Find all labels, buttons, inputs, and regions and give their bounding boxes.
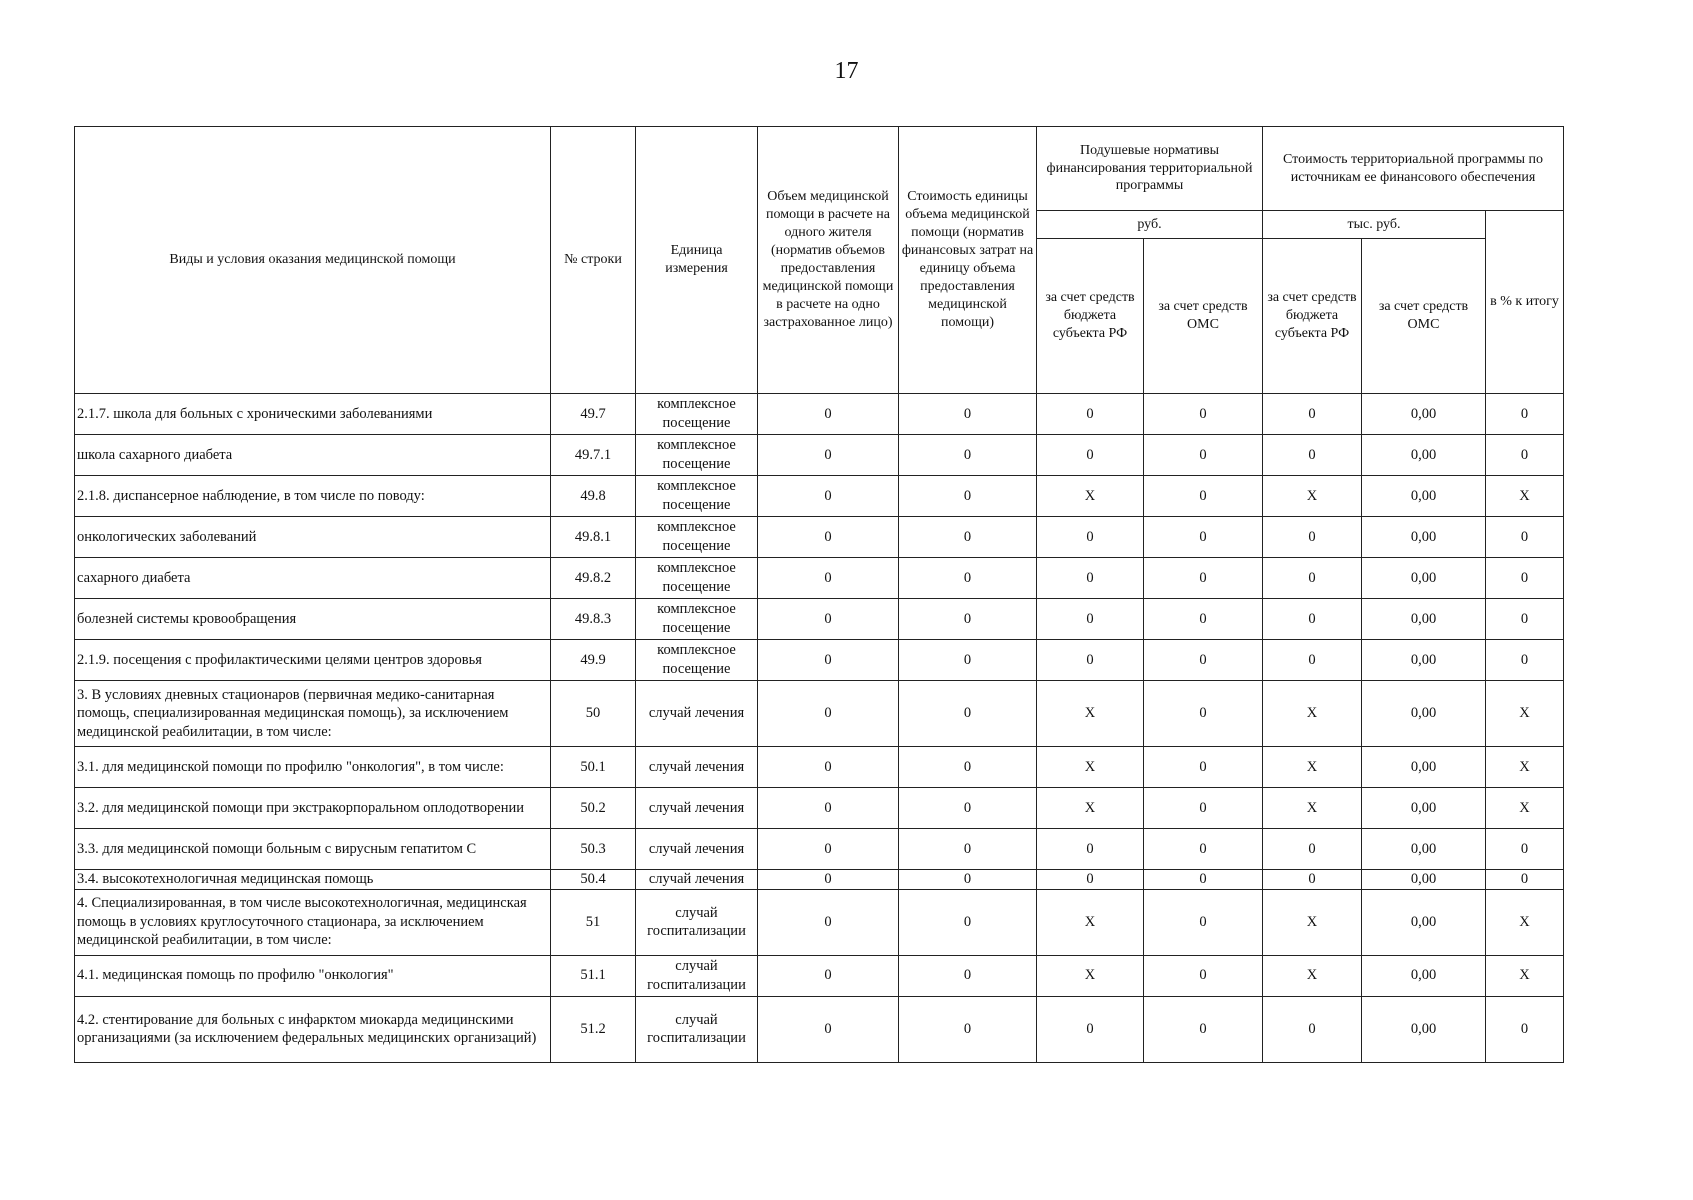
row-per-capita-budget: 0 bbox=[1037, 640, 1144, 681]
row-per-capita-budget: X bbox=[1037, 747, 1144, 788]
row-number: 50.2 bbox=[551, 788, 636, 829]
row-program-oms: 0,00 bbox=[1362, 889, 1486, 955]
financing-table bbox=[74, 126, 1564, 1063]
row-program-budget: 0 bbox=[1263, 996, 1362, 1062]
row-program-budget: X bbox=[1263, 681, 1362, 747]
header-volume: Объем медицинской помощи в расчете на одного жителя (норматив объемов предоставления медицинской помощи в расчете на одно застрахованное лицо) bbox=[758, 127, 899, 394]
row-per-capita-budget: X bbox=[1037, 889, 1144, 955]
row-number: 51 bbox=[551, 889, 636, 955]
row-percent: 0 bbox=[1486, 435, 1564, 476]
row-unit: комплексное посещение bbox=[636, 517, 758, 558]
table-row bbox=[75, 640, 1564, 681]
header-percent: в % к итогу bbox=[1486, 211, 1564, 394]
row-name: 3.3. для медицинской помощи больным с вирусным гепатитом С bbox=[75, 829, 551, 870]
header-oms: за счет средств ОМС bbox=[1144, 239, 1263, 394]
row-per-capita-oms: 0 bbox=[1144, 476, 1263, 517]
row-unit: случай госпитализации bbox=[636, 955, 758, 996]
row-program-oms: 0,00 bbox=[1362, 788, 1486, 829]
row-per-capita-budget: 0 bbox=[1037, 558, 1144, 599]
row-program-budget: X bbox=[1263, 747, 1362, 788]
row-volume: 0 bbox=[758, 747, 899, 788]
row-unit: комплексное посещение bbox=[636, 394, 758, 435]
header-budget-thousand: за счет средств бюджета субъекта РФ bbox=[1263, 239, 1362, 394]
row-program-budget: X bbox=[1263, 788, 1362, 829]
row-name: школа сахарного диабета bbox=[75, 435, 551, 476]
row-program-budget: 0 bbox=[1263, 829, 1362, 870]
row-program-budget: X bbox=[1263, 889, 1362, 955]
row-program-oms: 0,00 bbox=[1362, 640, 1486, 681]
row-name: 2.1.9. посещения с профилактическими целями центров здоровья bbox=[75, 640, 551, 681]
row-volume: 0 bbox=[758, 599, 899, 640]
row-per-capita-budget: X bbox=[1037, 476, 1144, 517]
row-per-capita-budget: X bbox=[1037, 681, 1144, 747]
row-unit: случай лечения bbox=[636, 788, 758, 829]
row-name: онкологических заболеваний bbox=[75, 517, 551, 558]
row-unit: комплексное посещение bbox=[636, 640, 758, 681]
row-cost: 0 bbox=[899, 476, 1037, 517]
row-percent: 0 bbox=[1486, 517, 1564, 558]
row-cost: 0 bbox=[899, 599, 1037, 640]
row-program-budget: 0 bbox=[1263, 640, 1362, 681]
row-program-oms: 0,00 bbox=[1362, 558, 1486, 599]
row-per-capita-oms: 0 bbox=[1144, 788, 1263, 829]
row-cost: 0 bbox=[899, 870, 1037, 890]
row-volume: 0 bbox=[758, 889, 899, 955]
header-oms-thousand: за счет средств ОМС bbox=[1362, 239, 1486, 394]
row-per-capita-budget: X bbox=[1037, 788, 1144, 829]
table-row bbox=[75, 747, 1564, 788]
row-volume: 0 bbox=[758, 996, 899, 1062]
row-cost: 0 bbox=[899, 394, 1037, 435]
row-percent: 0 bbox=[1486, 558, 1564, 599]
row-cost: 0 bbox=[899, 435, 1037, 476]
row-program-budget: 0 bbox=[1263, 599, 1362, 640]
header-budget: за счет средств бюджета субъекта РФ bbox=[1037, 239, 1144, 394]
row-number: 49.8 bbox=[551, 476, 636, 517]
row-percent: X bbox=[1486, 476, 1564, 517]
row-per-capita-budget: X bbox=[1037, 955, 1144, 996]
header-program-cost: Стоимость территориальной программы по источникам ее финансового обеспечения bbox=[1263, 127, 1564, 211]
table-row bbox=[75, 394, 1564, 435]
row-cost: 0 bbox=[899, 747, 1037, 788]
row-percent: 0 bbox=[1486, 996, 1564, 1062]
row-cost: 0 bbox=[899, 558, 1037, 599]
row-number: 49.7 bbox=[551, 394, 636, 435]
row-number: 51.2 bbox=[551, 996, 636, 1062]
row-unit: комплексное посещение bbox=[636, 558, 758, 599]
row-program-oms: 0,00 bbox=[1362, 747, 1486, 788]
row-per-capita-oms: 0 bbox=[1144, 435, 1263, 476]
row-volume: 0 bbox=[758, 558, 899, 599]
row-percent: X bbox=[1486, 788, 1564, 829]
table-row bbox=[75, 681, 1564, 747]
row-per-capita-oms: 0 bbox=[1144, 681, 1263, 747]
row-cost: 0 bbox=[899, 681, 1037, 747]
table-row bbox=[75, 476, 1564, 517]
table-row bbox=[75, 599, 1564, 640]
row-name: 3. В условиях дневных стационаров (первичная медико-санитарная помощь, специализированная медицинская помощь), за исключением медицинской реабилитации, в том числе: bbox=[75, 681, 551, 747]
row-number: 49.9 bbox=[551, 640, 636, 681]
row-cost: 0 bbox=[899, 640, 1037, 681]
row-volume: 0 bbox=[758, 394, 899, 435]
row-percent: X bbox=[1486, 955, 1564, 996]
row-cost: 0 bbox=[899, 955, 1037, 996]
row-number: 50.1 bbox=[551, 747, 636, 788]
row-per-capita-oms: 0 bbox=[1144, 394, 1263, 435]
table-row bbox=[75, 889, 1564, 955]
row-volume: 0 bbox=[758, 435, 899, 476]
row-volume: 0 bbox=[758, 829, 899, 870]
row-program-oms: 0,00 bbox=[1362, 996, 1486, 1062]
table-body bbox=[75, 394, 1564, 1063]
row-per-capita-oms: 0 bbox=[1144, 829, 1263, 870]
row-volume: 0 bbox=[758, 788, 899, 829]
row-number: 50.3 bbox=[551, 829, 636, 870]
row-name: 2.1.8. диспансерное наблюдение, в том числе по поводу: bbox=[75, 476, 551, 517]
row-per-capita-budget: 0 bbox=[1037, 996, 1144, 1062]
table-row bbox=[75, 517, 1564, 558]
table-row bbox=[75, 788, 1564, 829]
row-name: болезней системы кровообращения bbox=[75, 599, 551, 640]
row-percent: 0 bbox=[1486, 829, 1564, 870]
row-per-capita-oms: 0 bbox=[1144, 870, 1263, 890]
table-row bbox=[75, 435, 1564, 476]
row-number: 49.7.1 bbox=[551, 435, 636, 476]
row-per-capita-oms: 0 bbox=[1144, 889, 1263, 955]
row-unit: случай лечения bbox=[636, 747, 758, 788]
row-per-capita-budget: 0 bbox=[1037, 517, 1144, 558]
row-program-oms: 0,00 bbox=[1362, 681, 1486, 747]
page-number: 17 bbox=[834, 58, 859, 84]
table-row bbox=[75, 870, 1564, 890]
row-number: 49.8.2 bbox=[551, 558, 636, 599]
row-unit: комплексное посещение bbox=[636, 476, 758, 517]
row-program-budget: 0 bbox=[1263, 394, 1362, 435]
row-name: 4.1. медицинская помощь по профилю "онкология" bbox=[75, 955, 551, 996]
header-thousand-rub: тыс. руб. bbox=[1263, 211, 1486, 239]
row-percent: X bbox=[1486, 889, 1564, 955]
row-number: 49.8.3 bbox=[551, 599, 636, 640]
header-rub: руб. bbox=[1037, 211, 1263, 239]
row-number: 50.4 bbox=[551, 870, 636, 890]
row-program-budget: 0 bbox=[1263, 435, 1362, 476]
row-volume: 0 bbox=[758, 681, 899, 747]
row-percent: X bbox=[1486, 747, 1564, 788]
row-per-capita-budget: 0 bbox=[1037, 394, 1144, 435]
row-cost: 0 bbox=[899, 889, 1037, 955]
row-name: сахарного диабета bbox=[75, 558, 551, 599]
row-volume: 0 bbox=[758, 640, 899, 681]
row-name: 3.4. высокотехнологичная медицинская помощь bbox=[75, 870, 551, 890]
row-number: 50 bbox=[551, 681, 636, 747]
row-per-capita-oms: 0 bbox=[1144, 517, 1263, 558]
row-percent: 0 bbox=[1486, 640, 1564, 681]
row-cost: 0 bbox=[899, 517, 1037, 558]
row-per-capita-budget: 0 bbox=[1037, 435, 1144, 476]
row-per-capita-budget: 0 bbox=[1037, 870, 1144, 890]
row-name: 2.1.7. школа для больных с хроническими заболеваниями bbox=[75, 394, 551, 435]
row-program-oms: 0,00 bbox=[1362, 599, 1486, 640]
row-unit: случай госпитализации bbox=[636, 996, 758, 1062]
table-row bbox=[75, 955, 1564, 996]
row-unit: комплексное посещение bbox=[636, 435, 758, 476]
row-program-budget: X bbox=[1263, 955, 1362, 996]
row-program-budget: X bbox=[1263, 476, 1362, 517]
table-row bbox=[75, 996, 1564, 1062]
row-program-budget: 0 bbox=[1263, 517, 1362, 558]
row-name: 3.1. для медицинской помощи по профилю "онкология", в том числе: bbox=[75, 747, 551, 788]
header-unit: Единица измерения bbox=[636, 127, 758, 394]
row-per-capita-oms: 0 bbox=[1144, 747, 1263, 788]
row-program-oms: 0,00 bbox=[1362, 394, 1486, 435]
header-cost: Стоимость единицы объема медицинской помощи (норматив финансовых затрат на единицу объема предоставления медицинской помощи) bbox=[899, 127, 1037, 394]
row-program-oms: 0,00 bbox=[1362, 870, 1486, 890]
row-cost: 0 bbox=[899, 829, 1037, 870]
row-percent: 0 bbox=[1486, 394, 1564, 435]
row-per-capita-budget: 0 bbox=[1037, 599, 1144, 640]
row-number: 49.8.1 bbox=[551, 517, 636, 558]
row-unit: случай лечения bbox=[636, 870, 758, 890]
row-name: 4. Специализированная, в том числе высокотехнологичная, медицинская помощь в условиях круглосуточного стационара, за исключением медицинской реабилитации, в том числе: bbox=[75, 889, 551, 955]
row-unit: случай госпитализации bbox=[636, 889, 758, 955]
row-per-capita-oms: 0 bbox=[1144, 599, 1263, 640]
row-unit: случай лечения bbox=[636, 829, 758, 870]
row-program-budget: 0 bbox=[1263, 558, 1362, 599]
row-cost: 0 bbox=[899, 788, 1037, 829]
row-percent: X bbox=[1486, 681, 1564, 747]
row-per-capita-budget: 0 bbox=[1037, 829, 1144, 870]
row-program-oms: 0,00 bbox=[1362, 435, 1486, 476]
row-cost: 0 bbox=[899, 996, 1037, 1062]
row-program-oms: 0,00 bbox=[1362, 517, 1486, 558]
row-per-capita-oms: 0 bbox=[1144, 640, 1263, 681]
table-row bbox=[75, 829, 1564, 870]
header-kind: Виды и условия оказания медицинской помощи bbox=[75, 127, 551, 394]
row-number: 51.1 bbox=[551, 955, 636, 996]
table-row bbox=[75, 558, 1564, 599]
row-name: 4.2. стентирование для больных с инфарктом миокарда медицинскими организациями (за исключением федеральных медицинских организаций) bbox=[75, 996, 551, 1062]
header-per-capita: Подушевые нормативы финансирования территориальной программы bbox=[1037, 127, 1263, 211]
row-percent: 0 bbox=[1486, 870, 1564, 890]
row-volume: 0 bbox=[758, 476, 899, 517]
row-name: 3.2. для медицинской помощи при экстракорпоральном оплодотворении bbox=[75, 788, 551, 829]
header-row-no: № строки bbox=[551, 127, 636, 394]
row-volume: 0 bbox=[758, 517, 899, 558]
row-program-budget: 0 bbox=[1263, 870, 1362, 890]
row-volume: 0 bbox=[758, 870, 899, 890]
row-per-capita-oms: 0 bbox=[1144, 996, 1263, 1062]
row-unit: комплексное посещение bbox=[636, 599, 758, 640]
row-per-capita-oms: 0 bbox=[1144, 558, 1263, 599]
row-unit: случай лечения bbox=[636, 681, 758, 747]
row-per-capita-oms: 0 bbox=[1144, 955, 1263, 996]
row-program-oms: 0,00 bbox=[1362, 955, 1486, 996]
row-percent: 0 bbox=[1486, 599, 1564, 640]
row-program-oms: 0,00 bbox=[1362, 829, 1486, 870]
row-volume: 0 bbox=[758, 955, 899, 996]
row-program-oms: 0,00 bbox=[1362, 476, 1486, 517]
